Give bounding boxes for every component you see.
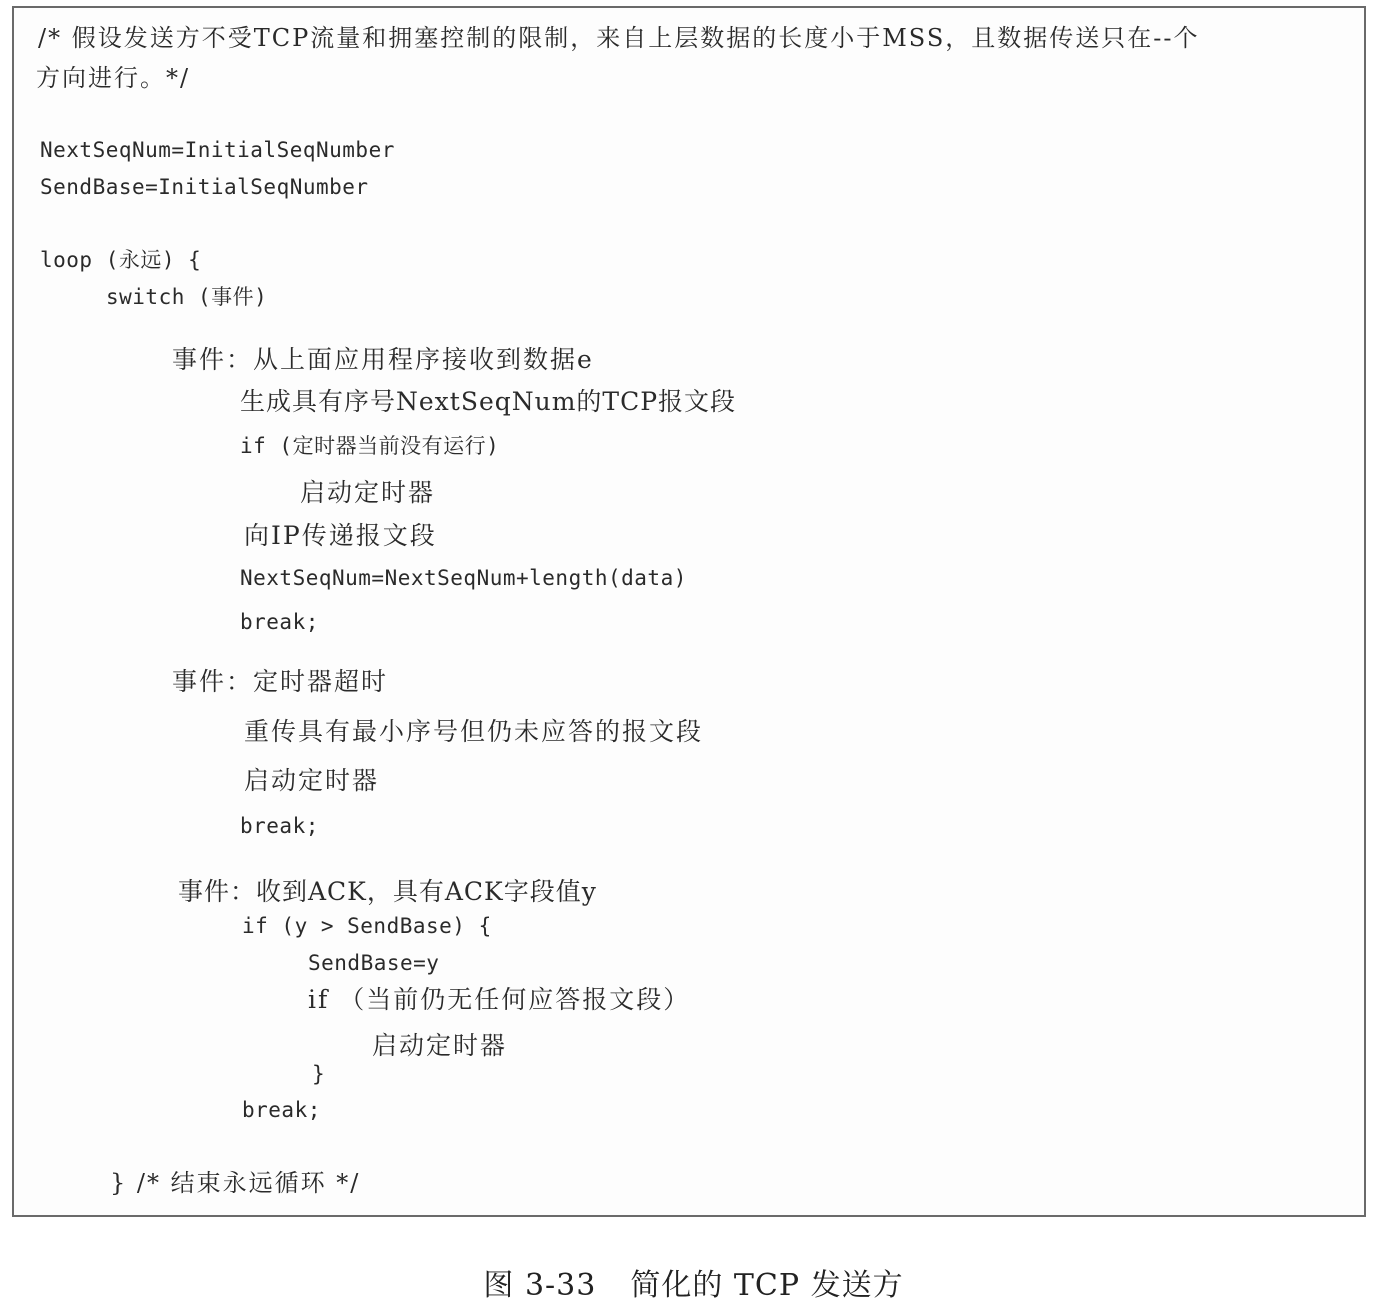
- end-loop-line: } /* 结束永远循环 */: [110, 1169, 361, 1197]
- event1-line: 启动定时器: [300, 478, 436, 507]
- event1-header: 事件：从上面应用程序接收到数据e: [172, 345, 594, 374]
- switch-line: switch (事件): [106, 285, 268, 309]
- event1-line: NextSeqNum=NextSeqNum+length(data): [240, 566, 687, 590]
- event3-line: }: [312, 1062, 326, 1086]
- event2-line: break;: [240, 814, 319, 838]
- event1-line: if (定时器当前没有运行): [240, 434, 500, 458]
- event1-line: break;: [240, 610, 319, 634]
- event3-line: SendBase=y: [308, 951, 440, 975]
- event2-header: 事件：定时器超时: [172, 667, 389, 696]
- loop-line: loop (永远) {: [40, 248, 202, 272]
- event3-line: 启动定时器: [372, 1031, 508, 1060]
- event1-line: 生成具有序号NextSeqNum的TCP报文段: [240, 387, 737, 416]
- figure-number: 图 3-33: [483, 1268, 597, 1303]
- event3-header: 事件：收到ACK，具有ACK字段值y: [178, 877, 597, 906]
- comment-line-1: /* 假设发送方不受TCP流量和拥塞控制的限制，来自上层数据的长度小于MSS，且数据传送只在--个: [38, 24, 1200, 52]
- event2-line: 启动定时器: [244, 766, 380, 795]
- event1-line: 向IP传递报文段: [244, 521, 437, 550]
- comment-line-2: 方向进行。*/: [36, 64, 191, 92]
- init-next-seq: NextSeqNum=InitialSeqNumber: [40, 138, 395, 162]
- event3-line: break;: [242, 1098, 321, 1122]
- event2-line: 重传具有最小序号但仍未应答的报文段: [244, 717, 704, 746]
- figure-caption: [0, 1260, 1387, 1304]
- figure-title: 简化的 TCP 发送方: [630, 1268, 904, 1303]
- init-send-base: SendBase=InitialSeqNumber: [40, 175, 369, 199]
- event3-line: if （当前仍无任何应答报文段）: [308, 985, 691, 1014]
- event3-line: if (y > SendBase) {: [242, 914, 492, 938]
